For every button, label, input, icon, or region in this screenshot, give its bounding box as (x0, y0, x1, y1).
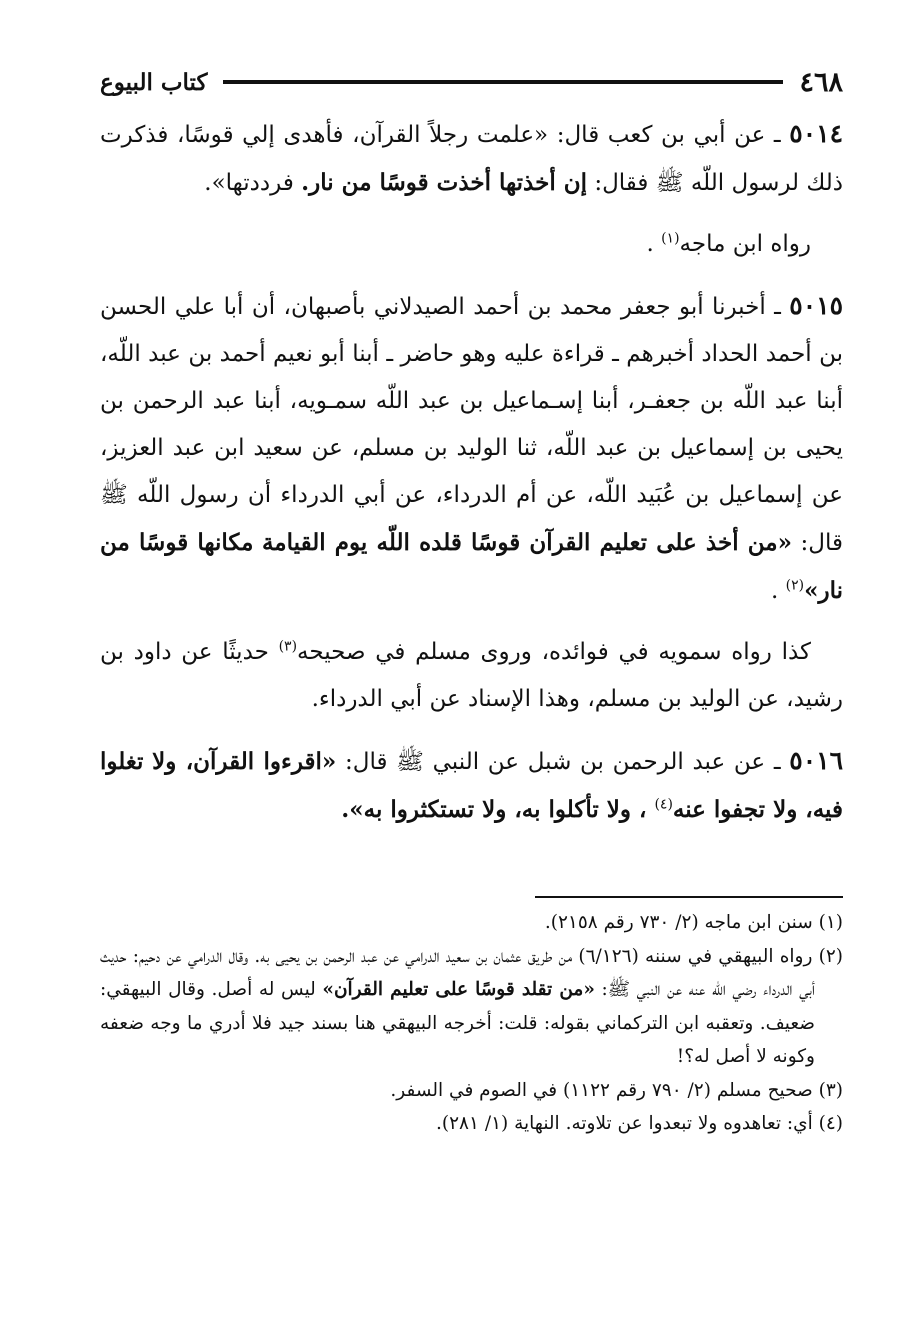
page-number: ٤٦٨ (799, 66, 843, 98)
source-note (100, 221, 843, 268)
footnote-text: ليس له أصل. وقال البيهقي: ضعيف. وتعقبه ابن التركماني بقوله: قلت: أخرجه البيهقي هنا بسند جيد فلا أدري ما وجه ضعفه وكونه لا أصل له؟! (100, 979, 815, 1067)
prophetic-quote: إن أخذتها أخذت قوسًا من نار. (301, 169, 588, 196)
hadith-number: ٥٠١٥ (789, 291, 843, 320)
hadith-5014 (100, 110, 843, 207)
punctuation: . (646, 231, 662, 257)
text-line: رشيد، عن الوليد بن مسلم، وهذا الإسناد عن أبي الدرداء. (311, 686, 843, 712)
text-line: فذكرت ذلك لرسول اللّه ﷺ فقال: (100, 122, 843, 196)
text-line: الحسن بن أحمد الحداد أخبرهم ـ قراءة عليه وهو حاضر ـ أبنا أبو نعيم أحمد بن (100, 294, 843, 367)
footnote-1: (١) سنن ابن ماجه (٢/ ٧٣٠ رقم ٢١٥٨). (544, 912, 843, 933)
text-line: عبد الرحمن بن يحيى بن إسماعيل بن عبد اللّه، ثنا الوليد بن مسلم، عن سعيد (100, 388, 844, 461)
prophetic-quote: مكانها قوسًا من نار» (100, 529, 843, 604)
footnote-3: (٣) صحيح مسلم (٢/ ٧٩٠ رقم ١١٢٢) في الصوم في السفر. (390, 1079, 843, 1101)
footnote-ref: (٣) (278, 638, 298, 655)
prophetic-quote: ، ولا تأكلوا به، ولا تستكثروا به». (341, 796, 655, 823)
text-line: ـ أخبرنا أبو جعفر محمد بن أحمد الصيدلاني بأصبهان، أن أبا علي (174, 294, 781, 320)
footnote-2 (100, 940, 843, 1074)
footnote-text: (٢) رواه البيهقي في سننه (٦/١٢٦) من طريق عثمان بن سعيد الدرامي عن عبد الرحمن بن يحيى به. وقال الدرامي عن دحيم: حديث أبي الدرداء رضي الله عنه عن النبي ﷺ: (100, 945, 843, 1000)
footnotes (100, 906, 843, 1141)
prophetic-quote: «من أخذ على تعليم القرآن قوسًا قلده اللّه يوم القيامة (261, 529, 793, 556)
footnote-4: (٤) أي: تعاهدوه ولا تبعدوا عن تلاوته. النهاية (١/ ٢٨١). (436, 1113, 843, 1134)
text-line: ـ عن عبد الرحمن بن شبل عن النبي ﷺ قال: (336, 749, 781, 775)
hadith-5015 (100, 282, 843, 615)
prophetic-quote: تغلوا فيه، ولا تجفوا عنه (100, 748, 843, 823)
page-header (100, 62, 843, 102)
punctuation: . (771, 578, 786, 604)
main-text (100, 110, 843, 834)
source-text: رواه ابن ماجه (679, 231, 811, 257)
footnote-ref: (٤) (654, 796, 673, 813)
text-line: حديثًا عن داود بن (100, 639, 279, 665)
footnote-ref: (١) (661, 230, 680, 247)
hadith-5016 (100, 737, 843, 834)
hadith-number: ٥٠١٦ (789, 746, 843, 775)
text-line: ابن عبد العزيز، عن إسماعيل بن عُبَيد اللّه، عن أم الدرداء، عن أبي الدرداء أن (100, 435, 843, 508)
commentary (100, 629, 843, 723)
header-rule (223, 80, 783, 84)
footnote-ref: (٢) (785, 577, 805, 594)
hadith-number: ٥٠١٤ (789, 119, 844, 148)
text-line: عبد اللّه، أبنا عبد اللّه بن جعفـر، أبنا إسـماعيل بن عبد اللّه سمـويه، أبنا (100, 341, 843, 414)
text-line: كذا رواه سمويه في فوائده، وروى مسلم في صحيحه (297, 639, 811, 665)
quoted-hadith: «من تقلد قوسًا على تعليم القرآن» (322, 979, 595, 1000)
running-title: كتاب البيوع (100, 68, 208, 96)
text-line: فرددتها». (204, 170, 294, 196)
text-line: رسول اللّه ﷺ قال: (100, 482, 843, 556)
text-line: ـ عن أبي بن كعب قال: «علمت رجلاً القرآن، فأهدى إلي قوسًا، (176, 122, 781, 148)
prophetic-quote: «اقرءوا القرآن، ولا (152, 748, 337, 775)
footnote-separator (535, 896, 843, 898)
